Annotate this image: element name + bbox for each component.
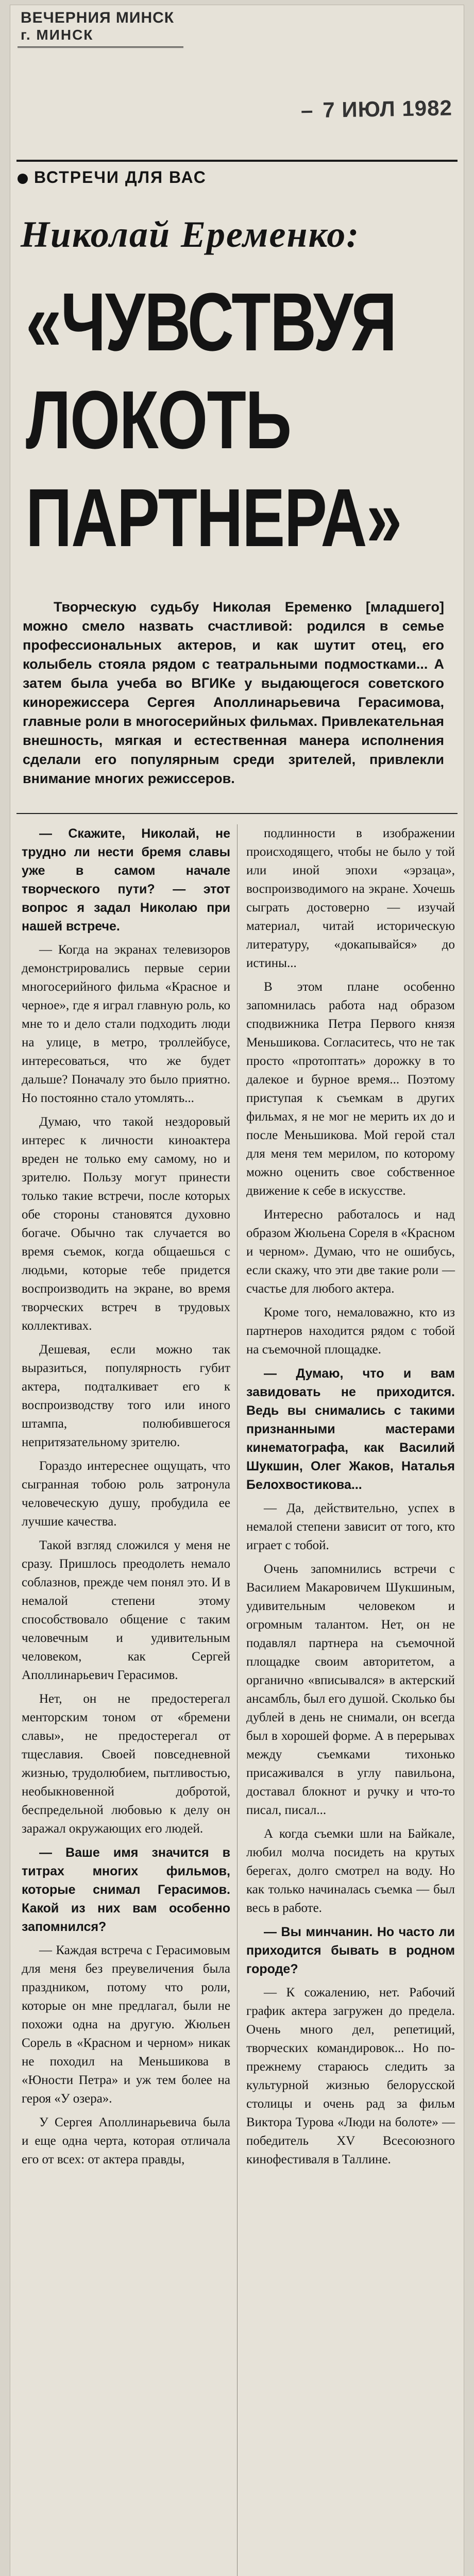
interview-answer: Дешевая, если можно так выразиться, популярность губит актера, подталкивает его к воспроизводству того или иного штампа, полюбившегося непритязательному зрителю. — [22, 1343, 230, 1449]
interview-question: — Ваше имя значится в титрах многих фильмов, которые снимал Герасимов. Какой из них вам особенно запомнился? — [22, 1845, 230, 1934]
article-column-left — [22, 824, 230, 2174]
bullet-icon — [18, 174, 28, 184]
newspaper-clipping — [10, 5, 464, 2576]
article-column-right — [246, 824, 455, 2174]
headline-line: «ЧУВСТВУЯ — [26, 276, 396, 368]
interview-answer: — Когда на экранах телевизоров демонстрировались первые серии многосерийного фильма «Красное и черное», где я играл главную роль, ко мне то и дело стали подходить люди на улице, в метро, троллейбусе, интересоваться, что же будет дальше? Поначалу это было приятно. Но постоянно стало утомлять... — [22, 943, 230, 1105]
interview-answer: Кроме того, немаловажно, кто из партнеров находится рядом с тобой на съемочной площадке. — [246, 1306, 455, 1357]
column-divider — [237, 824, 238, 2576]
interview-answer: Нет, он не предостерегал менторским тоном от «бремени славы», не предостерегал от тщеславия. Своей повседневной жизнью, трудолюбием, пытливостью, необыкновенной добротой, беспредельной любовью к делу он заражал окружающих его людей. — [22, 1692, 230, 1836]
interview-answer: — Да, действительно, успех в немалой степени зависит от того, кто играет с тобой. — [246, 1501, 455, 1552]
interviewee-name: Николай Еременко: — [21, 214, 360, 255]
interview-answer: — Каждая встреча с Герасимовым для меня без преувеличения была праздником, потому что роли, которые он мне предлагал, были не похожи одна на другую. Жюльен Сорель в «Красном и черном» никак не походил на Меньшикова в «Юности Петра» и уж тем более на героя «У озера». — [22, 1943, 230, 2106]
lead-paragraph — [23, 598, 444, 788]
date-dash: – — [300, 98, 314, 123]
interview-answer: Гораздо интереснее ощущать, что сыгранная тобою роль затронула человеческую душу, пробудила ее лучшие качества. — [22, 1459, 230, 1529]
publication-date — [301, 95, 453, 123]
headline — [26, 273, 401, 567]
interview-answer: Такой взгляд сложился у меня не сразу. Пришлось преодолеть немало соблазнов, прежде чем понял это. И в немалой степени этому способствовало общение с таким человечным и удивительным человеком, как Сергей Аполлинарьевич Герасимов. — [22, 1538, 230, 1682]
interview-answer: Очень запомнились встречи с Василием Макаровичем Шукшиным, удивительным человеком и огромным талантом. Нет, он не подавлял партнера на съемочной площадке своим авторитетом, а органично «вписывался» в актерский ансамбль, был его душой. Сколько бы дублей в день не снимали, он всегда был в хорошей форме. А в перерывах между съемками тихонько присаживался в углу павильона, доставал блокнот и ручку и что-то писал, писал... — [246, 1562, 455, 1817]
city-name: г. МИНСК — [21, 27, 94, 43]
masthead-stamp — [18, 9, 183, 48]
rubric-label — [18, 168, 207, 187]
paper-name: ВЕЧЕРНИЯ МИНСК — [21, 9, 175, 26]
interview-answer: В этом плане особенно запомнилась работа над образом сподвижника Петра Первого князя Меньшикова. Согласитесь, что не так просто «протоптать» дорожку в то далекое и бурное время... Поэтому приступая к съемкам в других фильмах, я не мог не мерить их до и после Меньшикова. Мой герой стал для меня тем мерилом, по которому можно оценить свое собственное движение к себе в искусстве. — [246, 980, 455, 1198]
interview-answer: подлинности в изображении происходящего, чтобы не было у той или иной эпохи «эрзаца», воспроизводимого на экране. Хочешь сыграть достоверно — изучай материал, читай историческую литературу, «докапывайся» до истины... — [246, 826, 455, 970]
interview-answer: — К сожалению, нет. Рабочий график актера загружен до предела. Очень много дел, репетиций, творческих командировок... Но по-прежнему стараюсь следить за культурной жизнью белорусской столицы и очень рад за фильм Виктора Турова «Люди на болоте» — победитель XV Всесоюзного кинофестиваля в Таллине. — [246, 1986, 455, 2166]
headline-line: ПАРТНЕРА» — [26, 471, 401, 564]
interview-answer: А когда съемки шли на Байкале, любил молча посидеть на крутых берегах, долго смотрел на воду. Но как только начиналась съемка — был весь в работе. — [246, 1827, 455, 1915]
rubric-text: ВСТРЕЧИ ДЛЯ ВАС — [34, 168, 207, 187]
date-value: 7 ИЮЛ 1982 — [323, 95, 453, 122]
interview-answer: У Сергея Аполлинарьевича была и еще одна черта, которая отличала его от всех: от актера правды, — [22, 2115, 230, 2166]
lead-text: Творческую судьбу Николая Еременко [младшего] можно смело назвать счастливой: родился в семье профессиональных актеров, и как шутит отец, его колыбель стояла рядом с театральными подмостками... А затем была учеба во ВГИКе у выдающегося советского кинорежиссера Сергея Аполлинарьевича Герасимова, главные роли в многосерийных фильмах. Привлекательная внешность, мягкая и естественная манера исполнения сделали его популярным среди зрителей, привлекли внимание многих режиссеров. — [23, 599, 444, 786]
rubric-divider — [16, 160, 458, 162]
interview-question: — Думаю, что и вам завидовать не приходится. Ведь вы снимались с такими признанными мастерами кинематографа, как Василий Шукшин, Олег Жаков, Наталья Белохвостикова... — [246, 1366, 455, 1492]
interview-answer: Думаю, что такой нездоровый интерес к личности киноактера вреден не только ему самому, но и зрителю. Пользу могут принести только такие встречи, после которых обе стороны становятся духовно богаче. Обычно так случается во время съемок, когда общаешься с людьми, которые тебе придется воспроизводить на экране, во время творческих встреч в трудовых коллективах. — [22, 1115, 230, 1333]
headline-line: ЛОКОТЬ — [26, 374, 291, 466]
interview-question: — Вы минчанин. Но часто ли приходится бывать в родном городе? — [246, 1925, 455, 1976]
interview-answer: Интересно работалось и над образом Жюльена Сореля в «Красном и черном». Думаю, что не ошибусь, если скажу, что эти две такие роли — счастье для любого актера. — [246, 1208, 455, 1296]
interview-question: — Скажите, Николай, не трудно ли нести бремя славы уже в самом начале творческого пути? — этот вопрос я задал Николаю при нашей встрече. — [22, 826, 230, 934]
lead-divider — [16, 813, 458, 814]
